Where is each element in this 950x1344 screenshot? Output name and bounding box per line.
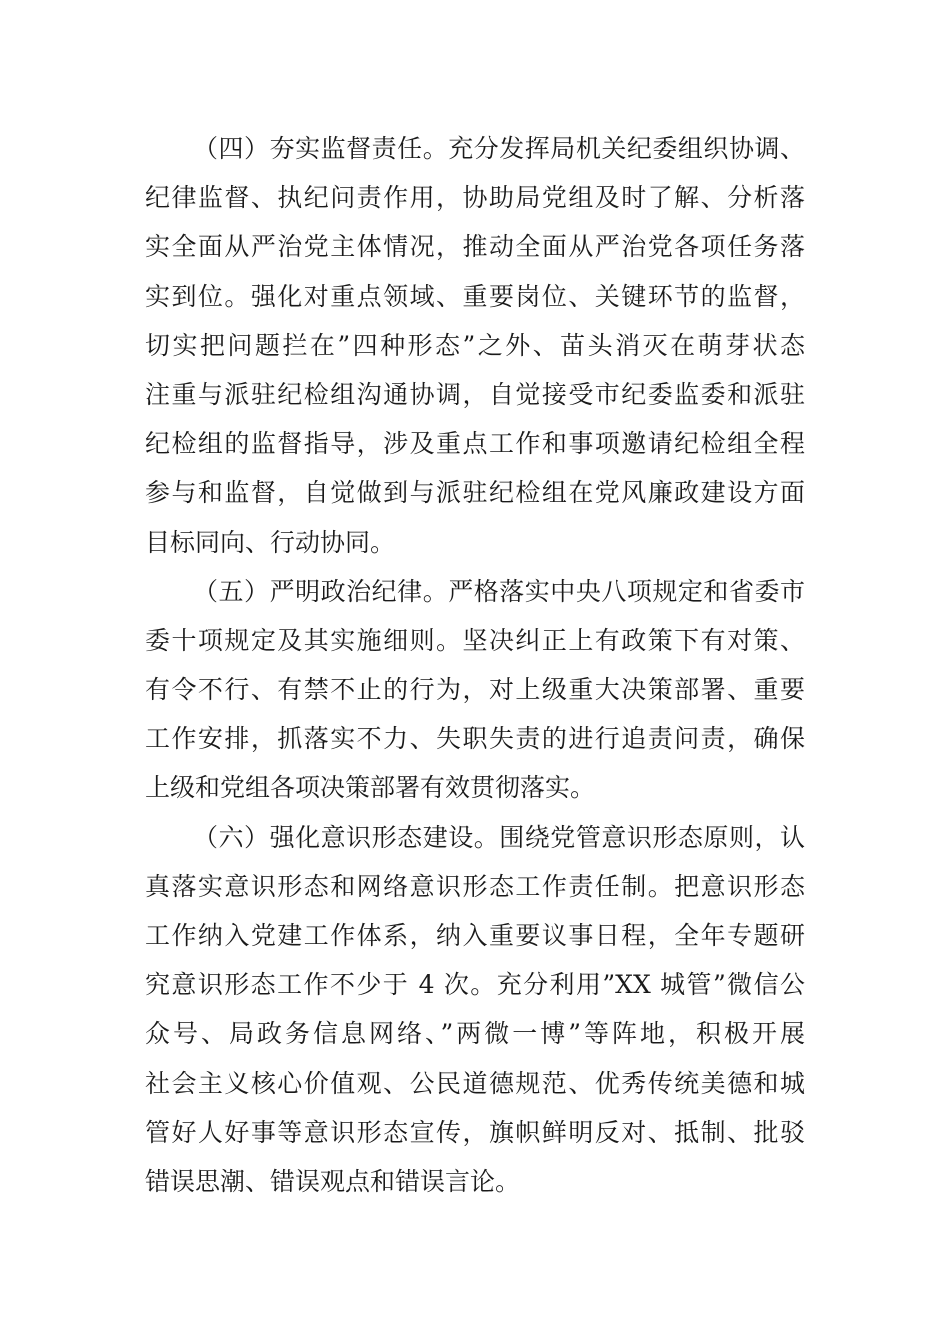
- paragraph-line: 实到位。强化对重点领域、重要岗位、关键环节的监督，: [145, 281, 805, 311]
- paragraph-line: 错误思潮、错误观点和错误言论。: [145, 1166, 521, 1196]
- paragraph-supervision: [145, 124, 805, 567]
- paragraph-line: 真落实意识形态和网络意识形态工作责任制。把意识形态: [145, 871, 805, 901]
- paragraph-line: 众号、局政务信息网络、”两微一博”等阵地，积极开展: [145, 1019, 805, 1049]
- paragraph-discipline: [145, 567, 805, 813]
- paragraph-line: 究意识形态工作不少于 4 次。充分利用”XX 城管”微信公: [145, 970, 805, 1000]
- paragraph-line: 纪律监督、执纪问责作用，协助局党组及时了解、分析落: [145, 183, 805, 213]
- paragraph-line: （五）严明政治纪律。严格落实中央八项规定和省委市: [193, 576, 805, 606]
- paragraph-ideology: [145, 813, 805, 1207]
- paragraph-line: 工作纳入党建工作体系，纳入重要议事日程，全年专题研: [145, 921, 805, 950]
- paragraph-line: 管好人好事等意识形态宣传，旗帜鲜明反对、抵制、批驳: [145, 1117, 805, 1147]
- document-body: [145, 124, 805, 1206]
- paragraph-line: 工作安排，抓落实不力、失职失责的进行追责问责，确保: [145, 724, 805, 754]
- paragraph-line: （四）夯实监督责任。充分发挥局机关纪委组织协调、: [193, 134, 805, 163]
- paragraph-line: 纪检组的监督指导，涉及重点工作和事项邀请纪检组全程: [145, 429, 805, 459]
- paragraph-line: 委十项规定及其实施细则。坚决纠正上有政策下有对策、: [145, 625, 805, 655]
- paragraph-line: 有令不行、有禁不止的行为，对上级重大决策部署、重要: [145, 675, 805, 705]
- paragraph-line: 切实把问题拦在”四种形态”之外、苗头消灭在萌芽状态: [145, 330, 805, 360]
- paragraph-line: 实全面从严治党主体情况，推动全面从严治党各项任务落: [145, 232, 805, 262]
- paragraph-line: 参与和监督，自觉做到与派驻纪检组在党风廉政建设方面: [145, 478, 805, 508]
- paragraph-line: （六）强化意识形态建设。围绕党管意识形态原则，认: [193, 822, 805, 852]
- paragraph-line: 社会主义核心价值观、公民道德规范、优秀传统美德和城: [145, 1068, 805, 1098]
- paragraph-line: 注重与派驻纪检组沟通协调，自觉接受市纪委监委和派驻: [145, 379, 805, 409]
- paragraph-line: 目标同向、行动协同。: [145, 527, 396, 557]
- paragraph-line: 上级和党组各项决策部署有效贯彻落实。: [145, 773, 596, 803]
